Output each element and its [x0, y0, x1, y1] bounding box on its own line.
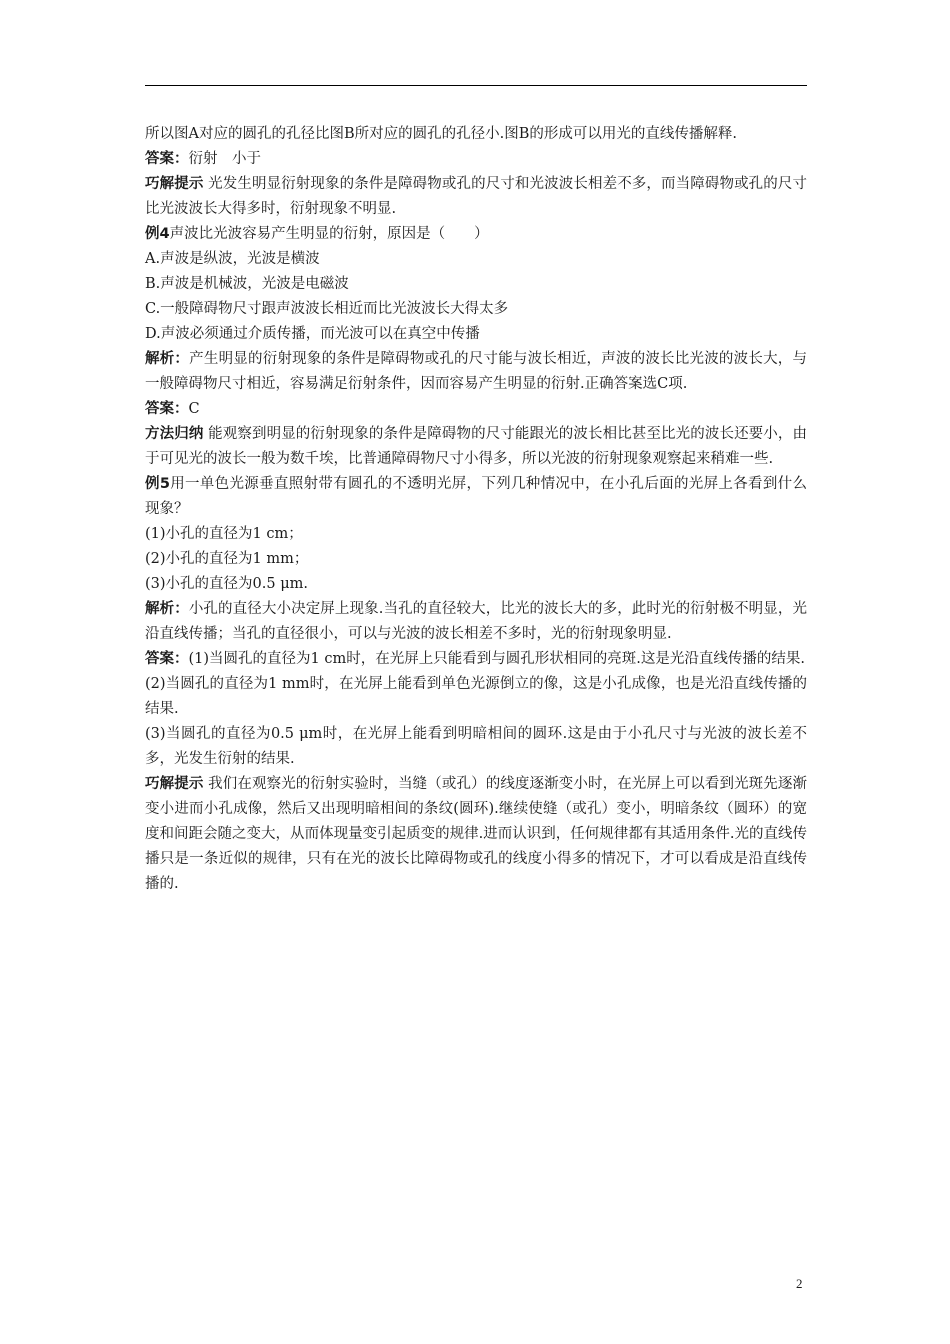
paragraph	[145, 297, 807, 322]
paragraph-label: 巧解提示	[145, 176, 204, 192]
paragraph	[145, 672, 807, 722]
paragraph-text: B.声波是机械波，光波是电磁波	[145, 276, 349, 292]
paragraph-label: 巧解提示	[145, 776, 204, 792]
paragraph-text: 用一单色光源垂直照射带有圆孔的不透明光屏，下列几种情况中，在小孔后面的光屏上各看到什么现象？	[145, 476, 807, 517]
paragraph-text: 光发生明显衍射现象的条件是障碍物或孔的尺寸和光波波长相差不多，而当障碍物或孔的尺寸比光波波长大得多时，衍射现象不明显.	[145, 176, 807, 217]
paragraph	[145, 272, 807, 297]
paragraph	[145, 422, 807, 472]
page-number: 2	[796, 1276, 803, 1291]
paragraph	[145, 572, 807, 597]
paragraph-label: 例4	[145, 226, 170, 242]
paragraph-text: (3)小孔的直径为0.5 μm.	[145, 576, 308, 592]
paragraph-text: 能观察到明显的衍射现象的条件是障碍物的尺寸能跟光的波长相比甚至比光的波长还要小，由于可见光的波长一般为数千埃，比普通障碍物尺寸小得多，所以光波的衍射现象观察起来稍难一些.	[145, 426, 807, 467]
paragraph	[145, 722, 807, 772]
paragraph-text: (1)当圆孔的直径为1 cm时，在光屏上只能看到与圆孔形状相同的亮斑.这是光沿直线传播的结果.	[188, 651, 805, 667]
paragraph-text: 我们在观察光的衍射实验时，当缝（或孔）的线度逐渐变小时，在光屏上可以看到光斑先逐渐变小进而小孔成像，然后又出现明暗相间的条纹(圆环).继续使缝（或孔）变小，明暗条纹（圆环）的宽度和间距会随之变大，从而体现量变引起质变的规律.进而认识到，任何规律都有其适用条件.光的直线传播只是一条近似的规律，只有在光的波长比障碍物或孔的线度小得多的情况下，才可以看成是沿直线传播的.	[145, 776, 807, 892]
paragraph	[145, 222, 807, 247]
paragraph	[145, 322, 807, 347]
paragraph-text: C.一般障碍物尺寸跟声波波长相近而比光波波长大得太多	[145, 301, 509, 317]
paragraph-label: 解析：	[145, 601, 189, 617]
paragraph	[145, 247, 807, 272]
paragraph-text: (2)当圆孔的直径为1 mm时，在光屏上能看到单色光源倒立的像，这是小孔成像，也是光沿直线传播的结果.	[145, 676, 807, 717]
paragraph-text: C	[188, 401, 200, 417]
paragraph-label: 答案：	[145, 401, 189, 417]
header-rule	[145, 85, 807, 86]
paragraph-text: 产生明显的衍射现象的条件是障碍物或孔的尺寸能与波长相近，声波的波长比光波的波长大，与一般障碍物尺寸相近，容易满足衍射条件，因而容易产生明显的衍射.正确答案选C项.	[145, 351, 808, 392]
paragraph	[145, 472, 807, 522]
paragraph	[145, 172, 807, 222]
paragraph	[145, 122, 807, 147]
paragraph	[145, 647, 807, 672]
paragraph-text: 所以图A对应的圆孔的孔径比图B所对应的圆孔的孔径小.图B的形成可以用光的直线传播解释.	[145, 126, 737, 142]
paragraph-text: D.声波必须通过介质传播，而光波可以在真空中传播	[145, 326, 480, 342]
paragraph-text: A.声波是纵波，光波是横波	[145, 251, 320, 267]
paragraph-label: 方法归纳	[145, 426, 204, 442]
paragraph-label: 答案：	[145, 651, 189, 667]
paragraph-text: (2)小孔的直径为1 mm；	[145, 551, 309, 567]
paragraph-text: 小孔的直径大小决定屏上现象.当孔的直径较大，比光的波长大的多，此时光的衍射极不明显，光沿直线传播；当孔的直径很小，可以与光波的波长相差不多时，光的衍射现象明显.	[145, 601, 807, 642]
paragraph-text: (3)当圆孔的直径为0.5 μm时，在光屏上能看到明暗相间的圆环.这是由于小孔尺寸与光波的波长差不多，光发生衍射的结果.	[145, 726, 807, 767]
paragraph-label: 例5	[145, 476, 170, 492]
paragraph-text: (1)小孔的直径为1 cm；	[145, 526, 303, 542]
paragraph-label: 答案：	[145, 151, 189, 167]
paragraph-label: 解析：	[145, 351, 190, 367]
paragraph-text: 衍射 小于	[188, 151, 261, 167]
paragraph	[145, 597, 807, 647]
paragraph-text: 声波比光波容易产生明显的衍射，原因是（ ）	[169, 226, 489, 242]
paragraph	[145, 397, 807, 422]
paragraph	[145, 772, 807, 897]
document-body	[145, 122, 807, 897]
paragraph	[145, 522, 807, 547]
paragraph	[145, 147, 807, 172]
paragraph	[145, 547, 807, 572]
paragraph	[145, 347, 807, 397]
